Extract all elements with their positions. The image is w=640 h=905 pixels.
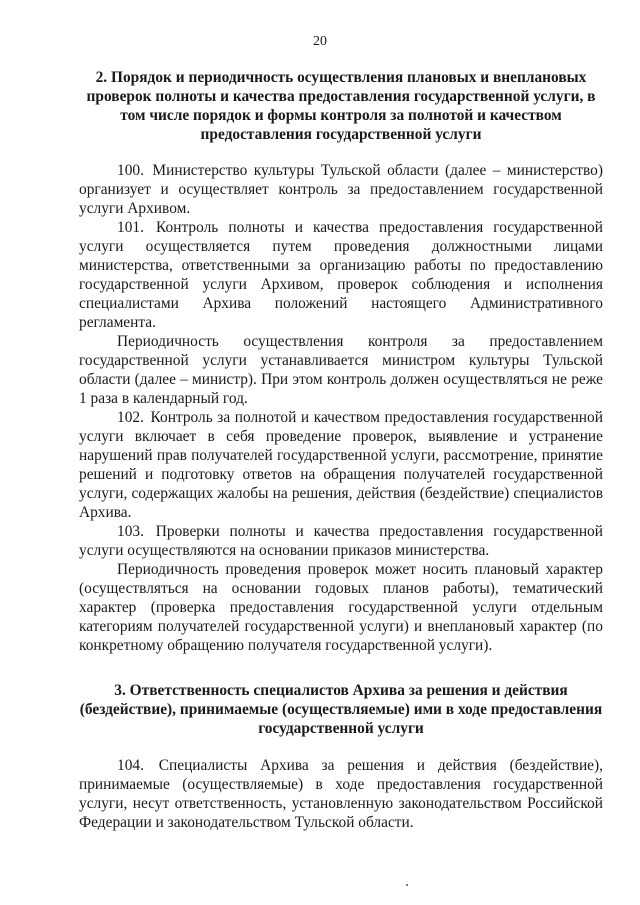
paragraph-number: 101. [117,219,144,236]
paragraph-text: Контроль за полнотой и качеством предоставления государственной услуги включает в себя проведение проверок, выявление и устранение нарушений прав получателей государственной услуги, рассмотрение, принятие решений и подготовку ответов на обращения получателей государственной услуги, содержащих жалобы на решения, действия (бездействие) специалистов Архива. [79,409,603,521]
section-2-heading: 2. Порядок и периодичность осуществления плановых и внеплановых проверок полноты и качества предоставления государственной услуги, в том числе порядок и формы контроля за полнотой и качеством предоставления государственной услуги [86,69,596,143]
paragraph-number: 100. [117,162,144,179]
paragraph-number: 102. [117,409,144,426]
paragraph-text: Периодичность осуществления контроля за предоставлением государственной услуги устанавливается министром культуры Тульской области (далее – министр). При этом контроль должен осуществляться не реже 1 раза в календарный год. [79,333,603,407]
paragraph-text: Периодичность проведения проверок может носить плановый характер (осуществляться на основании годовых планов работы), тематический характер (проверка предоставления государственной услуги отдельным категориям получателей государственной услуги) и внеплановый характер (по конкретному обращению получателя государственной услуги). [79,561,603,654]
section-3-heading: 3. Ответственность специалистов Архива за решения и действия (бездействие), принимаемые (осуществляемые) ими в ходе предоставления государственной услуги [79,682,603,737]
page-number: 20 [313,34,327,49]
section-3-body [79,756,603,832]
paragraph-text: Специалисты Архива за решения и действия (бездействие), принимаемые (осуществляемые) в ходе предоставления государственной услуги, несут ответственность, установленную законодательством Российской Федерации и законодательством Тульской области. [79,757,603,831]
paragraph-100 [79,161,603,218]
paragraph-101-periodicity [79,332,603,408]
page-content [79,68,603,832]
paragraph-101 [79,218,603,332]
scan-speck [406,884,408,886]
paragraph-number: 103. [117,523,144,540]
paragraph-text: Министерство культуры Тульской области (далее – министерство) организует и осуществляет контроль за предоставлением государственной услуги Архивом. [79,162,603,217]
section-2-body [79,161,603,655]
paragraph-104 [79,756,603,832]
paragraph-103-periodicity [79,560,603,655]
paragraph-text: Проверки полноты и качества предоставления государственной услуги осуществляются на основании приказов министерства. [79,523,603,559]
paragraph-103 [79,522,603,560]
paragraph-102 [79,408,603,522]
paragraph-text: Контроль полноты и качества предоставления государственной услуги осуществляется путем проведения должностными лицами министерства, ответственными за организацию работы по предоставлению государственной услуги Архивом, проверок соблюдения и исполнения специалистами Архива положений настоящего Административного регламента. [79,219,603,331]
paragraph-number: 104. [117,757,144,774]
